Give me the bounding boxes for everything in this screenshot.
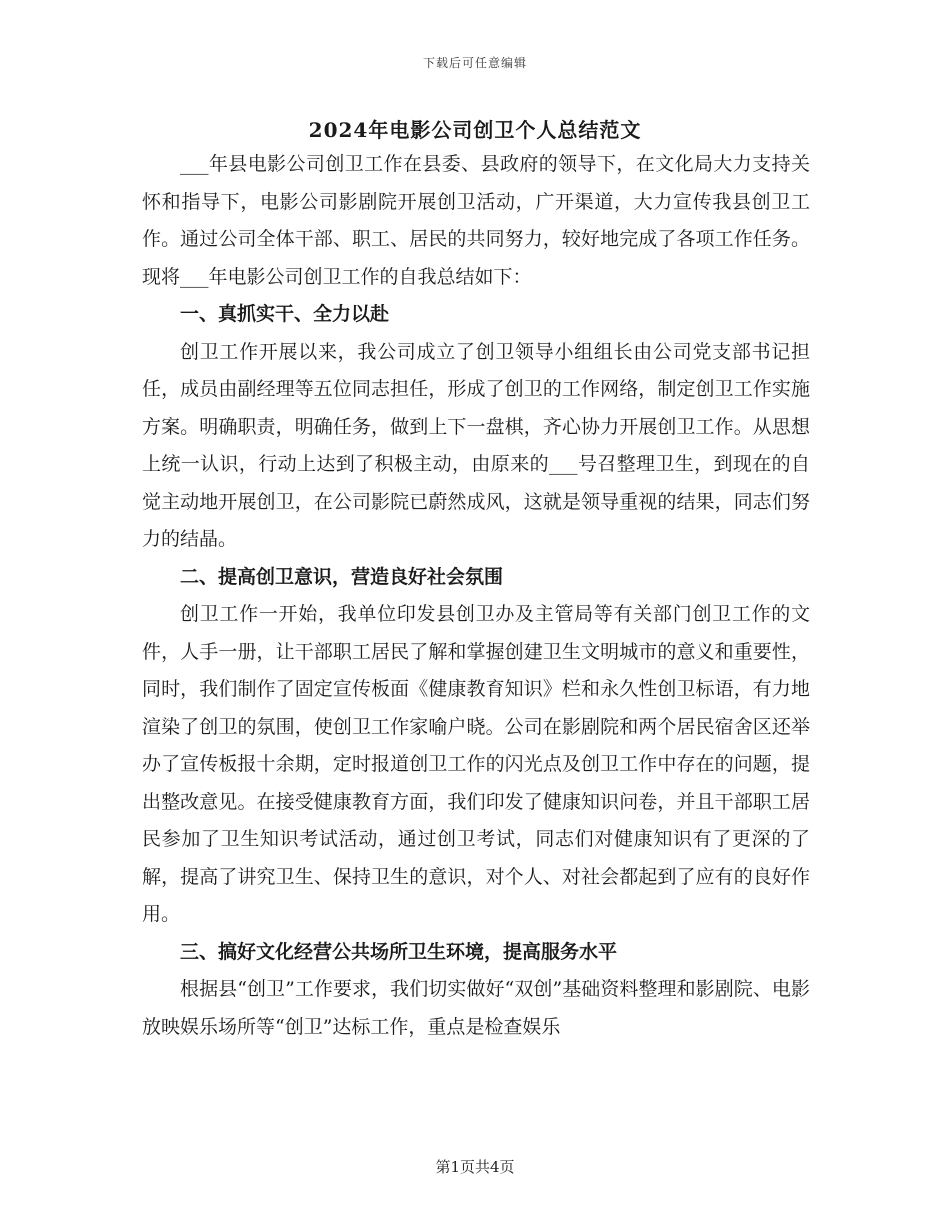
section-2-paragraph: 创卫工作一开始，我单位印发县创卫办及主管局等有关部门创卫工作的文件，人手一册，让干部职工居民了解和掌握创建卫生文明城市的意义和重要性，同时，我们制作了固定宣传板面《健康教育知识》栏和永久性创卫标语，有力地渲染了创卫的氛围，使创卫工作家喻户晓。公司在影剧院和两个居民宿舍区还举办了宣传板报十余期，定时报道创卫工作的闪光点及创卫工作中存在的问题，提出整改意见。在接受健康教育方面，我们印发了健康知识问卷，并且干部职工居民参加了卫生知识考试活动，通过创卫考试，同志们对健康知识有了更深的了解，提高了讲究卫生、保持卫生的意识，对个人、对社会都起到了应有的良好作用。 — [142, 603, 810, 925]
section-heading-3: 三、搞好文化经营公共场所卫生环境，提高服务水平 — [180, 940, 618, 963]
document-body — [142, 146, 810, 1046]
section-1-paragraph: 创卫工作开展以来，我公司成立了创卫领导小组组长由公司党支部书记担任，成员由副经理等五位同志担任，形成了创卫的工作网络，制定创卫工作实施方案。明确职责，明确任务，做到上下一盘棋，齐心协力开展创卫工作。从思想上统一认识，行动上达到了积极主动，由原来的___号召整理卫生，到现在的自觉主动地开展创卫，在公司影院已蔚然成风，这就是领导重视的结果，同志们努力的结晶。 — [142, 340, 810, 550]
intro-paragraph: ___年县电影公司创卫工作在县委、县政府的领导下，在文化局大力支持关怀和指导下，电影公司影剧院开展创卫活动，广开渠道，大力宣传我县创卫工作。通过公司全体干部、职工、居民的共同努力，较好地完成了各项工作任务。现将___年电影公司创卫工作的自我总结如下： — [142, 153, 810, 288]
document-title: 2024年电影公司创卫个人总结范文 — [308, 118, 642, 142]
page-number: 第1页共4页 — [435, 1158, 515, 1176]
header-note: 下载后可任意编辑 — [422, 56, 527, 70]
section-heading-1: 一、真抓实干、全力以赴 — [180, 303, 390, 325]
section-3-paragraph: 根据县“创卫”工作要求，我们切实做好“双创”基础资料整理和影剧院、电影放映娱乐场所等“创卫”达标工作，重点是检查娱乐 — [142, 978, 810, 1038]
section-heading-2: 二、提高创卫意识，营造良好社会氛围 — [180, 565, 504, 588]
